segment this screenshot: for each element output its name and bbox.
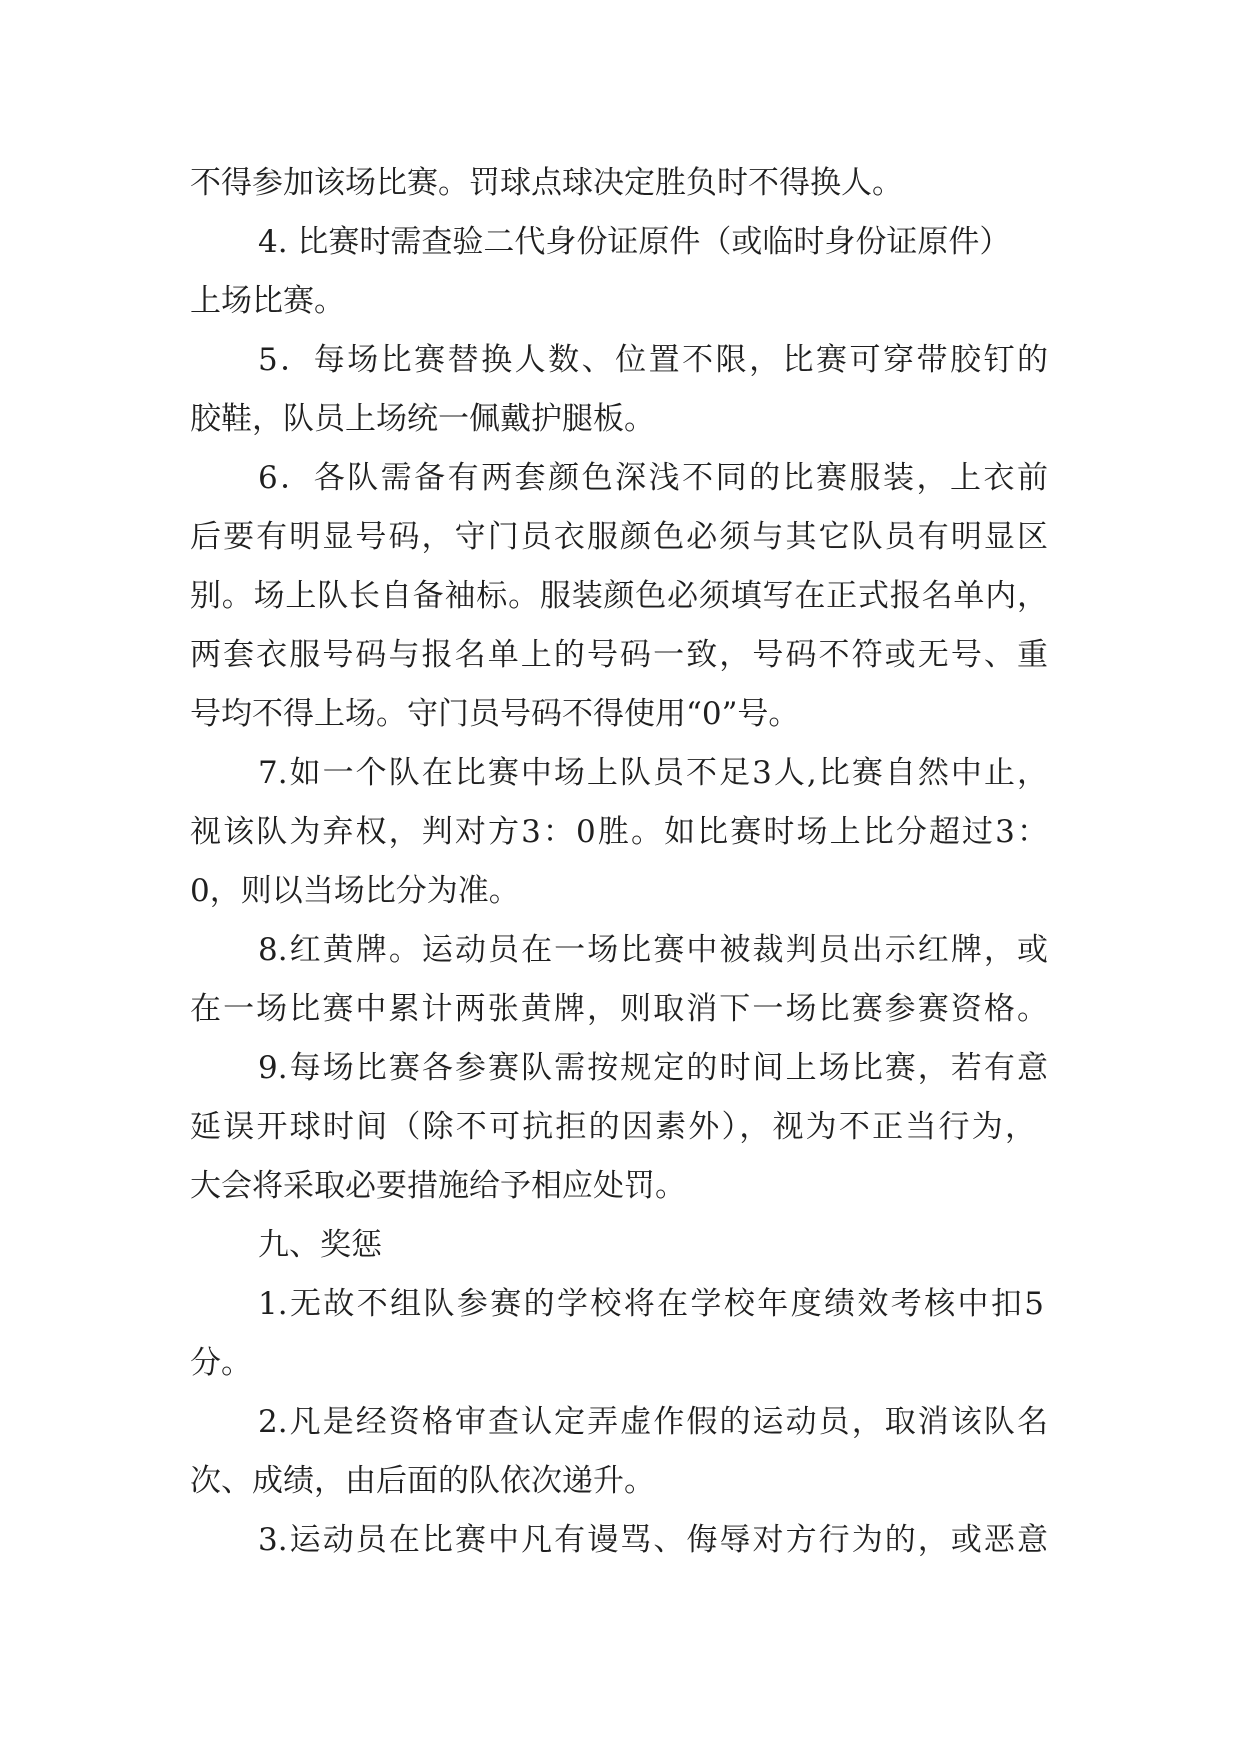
text-line: 1.无故不组队参赛的学校将在学校年度绩效考核中扣5 bbox=[258, 1286, 1044, 1322]
text-line: 在一场比赛中累计两张黄牌，则取消下一场比赛参赛资格。 bbox=[190, 991, 1048, 1027]
text-line: 两套衣服号码与报名单上的号码一致，号码不符或无号、重 bbox=[190, 637, 1048, 673]
text-line: 7.如一个队在比赛中场上队员不足3人,比赛自然中止， bbox=[258, 755, 1048, 791]
text-line: 号均不得上场。守门员号码不得使用“0”号。 bbox=[190, 696, 800, 732]
text-line: 9.每场比赛各参赛队需按规定的时间上场比赛，若有意 bbox=[258, 1050, 1048, 1086]
text-line: 视该队为弃权，判对方3：0胜。如比赛时场上比分超过3： bbox=[190, 814, 1048, 850]
text-line: 次、成绩，由后面的队依次递升。 bbox=[190, 1463, 655, 1499]
text-line: 延误开球时间（除不可抗拒的因素外），视为不正当行为， bbox=[190, 1109, 1036, 1145]
text-line: 2.凡是经资格审查认定弄虚作假的运动员，取消该队名 bbox=[258, 1404, 1048, 1440]
text-line: 上场比赛。 bbox=[190, 283, 345, 319]
text-line: 别。场上队长自备袖标。服装颜色必须填写在正式报名单内， bbox=[190, 578, 1048, 614]
text-line: 分。 bbox=[190, 1345, 252, 1381]
text-line: 后要有明显号码，守门员衣服颜色必须与其它队员有明显区 bbox=[190, 519, 1048, 555]
text-line: 不得参加该场比赛。罚球点球决定胜负时不得换人。 bbox=[190, 165, 903, 201]
text-line: 6．各队需备有两套颜色深浅不同的比赛服装，上衣前 bbox=[258, 460, 1048, 496]
text-line: 大会将采取必要措施给予相应处罚。 bbox=[190, 1168, 686, 1204]
text-line: 胶鞋，队员上场统一佩戴护腿板。 bbox=[190, 401, 655, 437]
text-line: 4. 比赛时需查验二代身份证原件（或临时身份证原件） bbox=[258, 224, 1011, 260]
text-line: 5．每场比赛替换人数、位置不限，比赛可穿带胶钉的 bbox=[258, 342, 1048, 378]
text-line: 8.红黄牌。运动员在一场比赛中被裁判员出示红牌，或 bbox=[258, 932, 1048, 968]
text-line: 3.运动员在比赛中凡有谩骂、侮辱对方行为的，或恶意 bbox=[258, 1522, 1048, 1558]
text-line: 0，则以当场比分为准。 bbox=[190, 873, 520, 909]
section-heading: 九、奖惩 bbox=[258, 1227, 382, 1263]
